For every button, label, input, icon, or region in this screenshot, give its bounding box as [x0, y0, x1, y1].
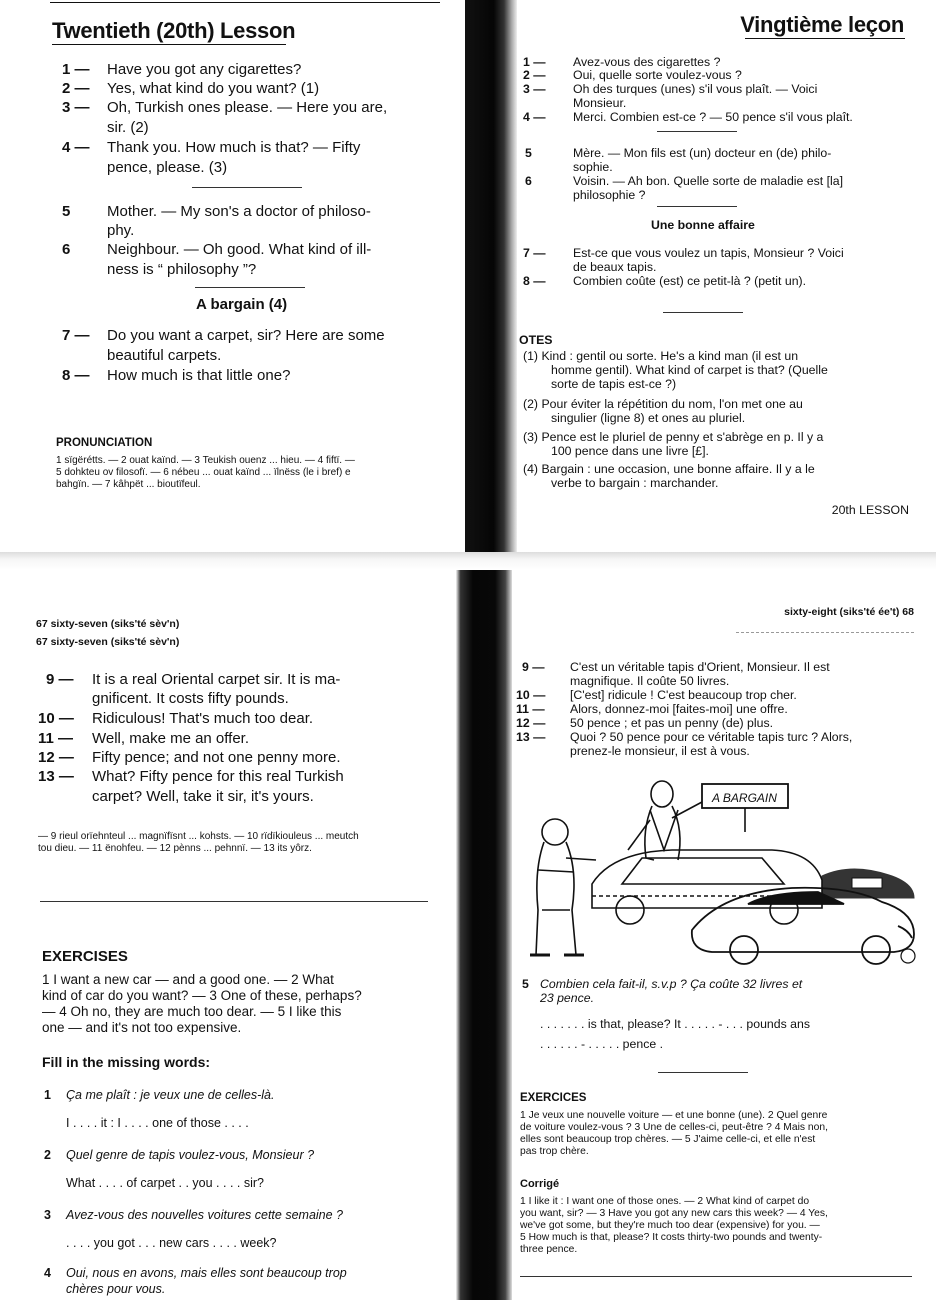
- dialogue-line: gnificent. It costs fifty pounds.: [92, 690, 289, 707]
- dialogue-line: Est-ce que vous voulez un tapis, Monsieur ? Voici: [573, 246, 844, 260]
- dialogue-line: sophie.: [573, 160, 613, 174]
- line-num: 5: [525, 146, 532, 160]
- note-line: 100 pence dans une livre [£].: [551, 444, 709, 458]
- artist-mark: [901, 949, 915, 963]
- pronunciation-heading: PRONUNCIATION: [56, 437, 153, 449]
- dialogue-line: Voisin. — Ah bon. Quelle sorte de maladie est [la]: [573, 174, 844, 188]
- line-num: 8 —: [523, 274, 546, 288]
- salesman-figure: [628, 781, 702, 860]
- pronunciation-line: tou dieu. — 11 ënohfeu. — 12 pènns ... pehnnï. — 13 its yôrz.: [38, 843, 312, 854]
- title-underline: [745, 38, 905, 39]
- dialogue-line: C'est un véritable tapis d'Orient, Monsieur. Il est: [570, 660, 830, 674]
- line-num: 4 —: [62, 139, 90, 156]
- salesman-figure: [530, 819, 596, 955]
- car-back: [592, 850, 822, 924]
- exercices-heading: EXERCICES: [520, 1092, 587, 1104]
- bottom-left-page: [0, 570, 456, 1300]
- dialogue-line: carpet? Well, take it sir, it's yours.: [92, 788, 314, 805]
- line-num: 5: [62, 203, 71, 220]
- dialogue-line: Do you want a carpet, sir? Here are some: [107, 327, 385, 344]
- car-silhouette: [822, 869, 914, 898]
- fill-num: 4: [44, 1266, 51, 1280]
- line-num: 9 —: [522, 660, 545, 674]
- separator: [40, 901, 428, 902]
- dialogue-line: Neighbour. — Oh good. What kind of ill-: [107, 241, 372, 258]
- dialogue-line: Combien coûte (est) ce petit-là ? (petit un).: [573, 274, 807, 288]
- dialogue-line: philosophie ?: [573, 188, 646, 202]
- pronunciation-line: 1 sïgërétts. — 2 ouat kaïnd. — 3 Teukish ouenz ... hieu. — 4 fiftï. —: [56, 455, 355, 466]
- line-num: 7 —: [523, 246, 546, 260]
- dialogue-line: Have you got any cigarettes?: [107, 61, 302, 78]
- dialogue-line: What? Fifty pence for this real Turkish: [92, 768, 344, 785]
- dialogue-line: ness is “ philosophy ”?: [107, 261, 257, 278]
- dialogue-line: Yes, what kind do you want? (1): [107, 80, 320, 97]
- top-left-page: [0, 0, 465, 552]
- corrige-line: 5 How much is that, please? It costs thirty-two pounds and twenty-: [520, 1232, 823, 1243]
- separator: [657, 206, 737, 207]
- dialogue-line: Merci. Combien est-ce ? — 50 pence s'il vous plaît.: [573, 110, 853, 124]
- dialogue-line: [C'est] ridicule ! C'est beaucoup trop cher.: [570, 688, 797, 702]
- fill-num: 1: [44, 1088, 51, 1102]
- dialogue-line: prenez-le monsieur, il est à vous.: [570, 744, 750, 758]
- page-header: 67 sixty-seven (siks'té sèv'n): [36, 618, 180, 630]
- bottom-right-page: [512, 570, 936, 1300]
- exercise-blank: . . . . . . - . . . . . pence .: [540, 1037, 664, 1051]
- lesson-title: Twentieth (20th) Lesson: [52, 18, 296, 43]
- dialogue-line: Mère. — Mon fils est (un) docteur en (de) philo-: [573, 146, 832, 160]
- dialogue-line: Thank you. How much is that? — Fifty: [107, 139, 361, 156]
- exercice-line: 1 Je veux une nouvelle voiture — et une bonne (une). 2 Quel genre: [520, 1110, 828, 1121]
- fill-english: I . . . . it : I . . . . one of those . . . .: [66, 1116, 249, 1130]
- line-num: 13 —: [38, 768, 74, 785]
- bottom-rule: [520, 1276, 912, 1277]
- dialogue-line: Quoi ? 50 pence pour ce véritable tapis turc ? Alors,: [570, 730, 853, 744]
- title-underline: [52, 44, 286, 45]
- book-gutter-bottom: [456, 570, 512, 1300]
- exercise-french: Combien cela fait-il, s.v.p ? Ça coûte 32 livres et: [540, 977, 803, 991]
- line-num: 2 —: [523, 68, 546, 82]
- page-footer: 20th LESSON: [831, 503, 909, 517]
- separator: [192, 187, 302, 188]
- sign-text: A BARGAIN: [712, 791, 777, 805]
- note-line: (2) Pour éviter la répétition du nom, l'on met one au: [523, 397, 803, 411]
- line-num: 3 —: [523, 82, 546, 96]
- separator: [195, 287, 305, 288]
- line-num: 10 —: [516, 688, 546, 702]
- page-header: 67 sixty-seven (siks'té sèv'n): [36, 636, 180, 648]
- dialogue-line: How much is that little one?: [107, 367, 291, 384]
- fill-french: chères pour vous.: [66, 1282, 166, 1296]
- line-num: 13 —: [516, 730, 546, 744]
- line-num: 7 —: [62, 327, 90, 344]
- dialogue-line: 50 pence ; et pas un penny (de) plus.: [570, 716, 774, 730]
- car-dealer-illustration: [522, 780, 922, 970]
- separator: [663, 312, 743, 313]
- exercice-line: de voiture voulez-vous ? 3 Une de celles-ci, peut-être ? 4 Mais non,: [520, 1122, 828, 1133]
- dialogue-line: It is a real Oriental carpet sir. It is ma-: [92, 671, 341, 688]
- note-line: singulier (ligne 8) et ones au pluriel.: [551, 411, 746, 425]
- notes-heading: OTES: [519, 333, 553, 347]
- dialogue-line: pence, please. (3): [107, 159, 228, 176]
- dialogue-line: magnifique. Il coûte 50 livres.: [570, 674, 730, 688]
- separator: [658, 1072, 748, 1073]
- note-line: (4) Bargain : une occasion, une bonne affaire. Il y a le: [523, 462, 815, 476]
- exercise-line: — 4 Oh no, they are much too dear. — 5 I like this: [42, 1004, 342, 1019]
- line-num: 6: [525, 174, 532, 188]
- note-line: verbe to bargain : marchander.: [551, 476, 719, 490]
- subtitle: A bargain (4): [196, 296, 288, 313]
- corrige-line: you want, sir? — 3 Have you got any new cars this week? — 4 Yes,: [520, 1208, 828, 1219]
- dialogue-line: Monsieur.: [573, 96, 627, 110]
- exercice-line: elles sont beaucoup trop chères. — 5 J'aime celle-ci, et elle n'est: [520, 1134, 816, 1145]
- exercise-line: 1 I want a new car — and a good one. — 2 What: [42, 972, 334, 987]
- top-right-page: [517, 0, 936, 552]
- pronunciation-line: — 9 rieul orïehnteul ... magnïfïsnt ... kohsts. — 10 rïdïkiouleus ... meutch: [38, 831, 359, 842]
- fill-num: 3: [44, 1208, 51, 1222]
- dialogue-line: Well, make me an offer.: [92, 730, 250, 747]
- car-front: [692, 888, 914, 964]
- fill-heading: Fill in the missing words:: [42, 1054, 211, 1070]
- note-line: sorte de tapis est-ce ?): [551, 377, 677, 391]
- fill-english: . . . . you got . . . new cars . . . . week?: [66, 1236, 277, 1250]
- dialogue-line: Avez-vous des cigarettes ?: [573, 55, 721, 69]
- line-num: 11 —: [516, 702, 545, 716]
- line-num: 12 —: [38, 749, 74, 766]
- dialogue-line: phy.: [107, 222, 135, 239]
- line-num: 10 —: [38, 710, 74, 727]
- exercise-num: 5: [522, 977, 529, 991]
- exercise-line: kind of car do you want? — 3 One of these, perhaps?: [42, 988, 362, 1003]
- exercise-blank: . . . . . . . is that, please? It . . . . . - . . . pounds ans: [540, 1017, 810, 1031]
- note-line: homme gentil). What kind of carpet is that? (Quelle: [551, 363, 828, 377]
- note-line: (3) Pence est le pluriel de penny et s'abrège en p. Il y a: [523, 430, 824, 444]
- dialogue-line: sir. (2): [107, 119, 149, 136]
- book-gutter-top: [465, 0, 517, 552]
- exercise-french: 23 pence.: [540, 991, 595, 1005]
- dialogue-line: Mother. — My son's a doctor of philoso-: [107, 203, 371, 220]
- page-seam: [0, 552, 936, 570]
- line-num: 1 —: [523, 55, 546, 69]
- fill-num: 2: [44, 1148, 51, 1162]
- exercise-line: one — and it's not too expensive.: [42, 1020, 242, 1035]
- dialogue-line: Oh des turques (unes) s'il vous plaît. — Voici: [573, 82, 818, 96]
- fill-french: Ça me plaît : je veux une de celles-là.: [66, 1088, 275, 1102]
- note-line: (1) Kind : gentil ou sorte. He's a kind man (il est un: [523, 349, 799, 363]
- line-num: 9 —: [46, 671, 74, 688]
- line-num: 2 —: [62, 80, 90, 97]
- line-num: 8 —: [62, 367, 90, 384]
- page-header: sixty-eight (siks'té ée't) 68: [784, 606, 914, 618]
- fill-french: Avez-vous des nouvelles voitures cette semaine ?: [66, 1208, 344, 1222]
- line-num: 1 —: [62, 61, 90, 78]
- header-rule: [736, 632, 914, 633]
- exercice-line: pas trop chère.: [520, 1146, 589, 1157]
- top-rule: [50, 2, 440, 3]
- dialogue-line: de beaux tapis.: [573, 260, 657, 274]
- line-num: 6: [62, 241, 71, 258]
- dialogue-line: Oh, Turkish ones please. — Here you are,: [107, 99, 388, 116]
- corrige-line: we've got some, but they're much too dear (expensive) for you. —: [520, 1220, 820, 1231]
- dialogue-line: Fifty pence; and not one penny more.: [92, 749, 341, 766]
- corrige-line: three pence.: [520, 1244, 578, 1255]
- corrige-heading: Corrigé: [520, 1178, 560, 1190]
- line-num: 3 —: [62, 99, 90, 116]
- dialogue-line: Ridiculous! That's much too dear.: [92, 710, 314, 727]
- fill-english: What . . . . of carpet . . you . . . . sir?: [66, 1176, 264, 1190]
- dialogue-line: Alors, donnez-moi [faites-moi] une offre.: [570, 702, 788, 716]
- corrige-line: 1 I like it : I want one of those ones. — 2 What kind of carpet do: [520, 1196, 810, 1207]
- pronunciation-line: bahgïn. — 7 kâhpët ... bioutïfeul.: [56, 479, 201, 490]
- separator: [657, 131, 737, 132]
- dialogue-line: Oui, quelle sorte voulez-vous ?: [573, 68, 742, 82]
- exercises-heading: EXERCISES: [42, 948, 128, 965]
- fill-french: Quel genre de tapis voulez-vous, Monsieur ?: [66, 1148, 315, 1162]
- lesson-title-fr: Vingtième leçon: [740, 12, 904, 37]
- bargain-sign: [702, 784, 788, 832]
- dialogue-line: beautiful carpets.: [107, 347, 222, 364]
- fill-french: Oui, nous en avons, mais elles sont beaucoup trop: [66, 1266, 347, 1280]
- line-num: 11 —: [38, 730, 74, 747]
- line-num: 12 —: [516, 716, 546, 730]
- line-num: 4 —: [523, 110, 546, 124]
- subtitle-fr: Une bonne affaire: [651, 218, 755, 232]
- pronunciation-line: 5 dohkteu ov filosofï. — 6 nébeu ... ouat kaïnd ... ïlnëss (le i bref) e: [56, 467, 351, 478]
